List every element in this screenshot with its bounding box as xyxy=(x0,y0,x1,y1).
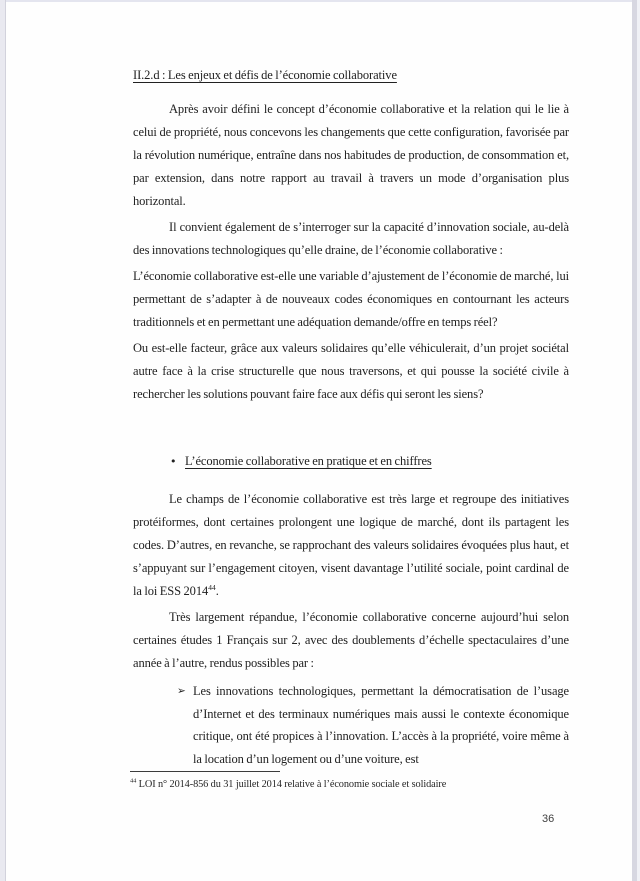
footnote-separator xyxy=(130,771,280,772)
paragraph-ess-period: . xyxy=(215,584,219,598)
footnote-entry xyxy=(130,778,570,792)
paragraph-question-intro: Il convient également de s’interroger sur la capacité d’innovation sociale, au-delà des innovations technologiques qu’elle draine, de l’économie collaborative : xyxy=(133,220,569,257)
footnote-marker: 44 xyxy=(130,777,137,785)
section-heading: II.2.d : Les enjeux et défis de l’économie collaborative xyxy=(133,68,397,82)
subsection-title: L’économie collaborative en pratique et en chiffres xyxy=(185,454,432,468)
paragraph-ess-text: Le champs de l’économie collaborative est très large et regroupe des initiatives protéiformes, dont certaines prolongent une logique de marché, dont ils partagent les codes. D’autres, en revanche, se rapprochant des valeurs solidaires évoquées plus haut, et s’appuyant sur l’engagement citoyen, visent davantage l’utilité sociale, point cardinal de la loi ESS 2014 xyxy=(133,492,569,598)
list-item-innovations xyxy=(177,680,569,770)
paragraph-spread: Très largement répandue, l’économie collaborative concerne aujourd’hui selon certaines études 1 Français sur 2, avec des doublements d’échelle spectaculaires d’une année à l’autre, rendus possibles par : xyxy=(133,610,569,670)
subsection-bullet-row xyxy=(170,450,569,473)
page-right-edge-strip xyxy=(632,0,637,881)
page-content-bottom xyxy=(133,450,569,770)
footnote-text: LOI n° 2014-856 du 31 juillet 2014 relative à l’économie sociale et solidaire xyxy=(138,779,447,790)
list-item-text: Les innovations technologiques, permettant la démocratisation de l’usage d’Internet et des terminaux numériques mais aussi le contexte économique critique, ont été propices à l’innovation. L’accès à la propriété, voire même à la location d’un logement ou d’une voiture, est xyxy=(193,684,569,766)
page-left-edge xyxy=(0,0,6,881)
paragraph-intro: Après avoir défini le concept d’économie collaborative et la relation qui le lie à celui de propriété, nous concevons les changements que cette configuration, favorisée par la révolution numérique, entraîne dans nos habitudes de production, de consommation et, par extension, dans notre rapport au travail à travers un mode d’organisation plus horizontal. xyxy=(133,102,569,208)
page-number: 36 xyxy=(542,813,555,825)
arrow-bullet-icon: ➢ xyxy=(177,685,186,697)
paragraph-question-b: Ou est-elle facteur, grâce aux valeurs solidaires qu’elle véhiculerait, d’un projet sociétal autre face à la crise structurelle que nous traversons, et qui pousse la société civile à rechercher les solutions pouvant faire face aux défis qui seront les siens? xyxy=(133,341,569,401)
footnote-reference: 44 xyxy=(208,582,216,592)
footnote-area xyxy=(130,771,570,792)
bullet-icon: • xyxy=(170,455,177,468)
page-top-edge xyxy=(0,0,640,2)
paragraph-ess xyxy=(133,488,569,603)
paragraph-question-a: L’économie collaborative est-elle une variable d’ajustement de l’économie de marché, lui permettant de s’adapter à de nouveaux codes économiques en contournant les acteurs traditionnels et en permettant une adéquation demande/offre en temps réel? xyxy=(133,269,569,329)
page-content-top xyxy=(133,64,569,409)
